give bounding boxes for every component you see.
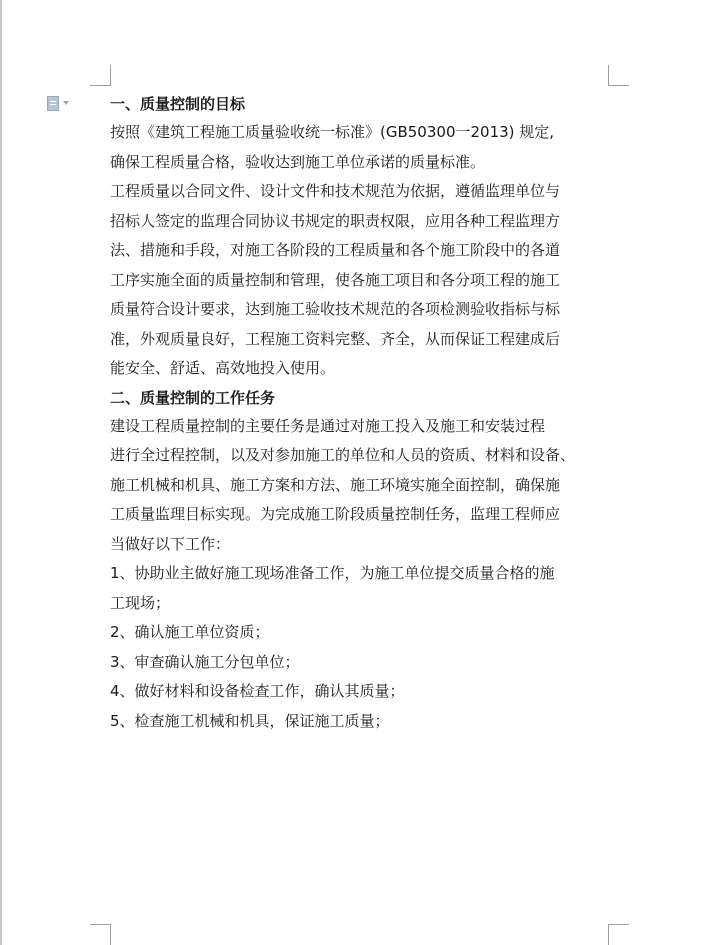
paragraph-line: 质量符合设计要求，达到施工验收技术规范的各项检测验收指标与标 [110, 300, 561, 318]
document-icon [47, 96, 59, 111]
chevron-down-icon [63, 101, 69, 105]
paragraph-menu-button[interactable] [47, 95, 73, 111]
paragraph-line: 工序实施全面的质量控制和管理，使各施工项目和各分项工程的施工 [110, 270, 561, 289]
list-item-1-continued: 工现场； [110, 593, 171, 612]
list-item-2: 2、确认施工单位资质； [110, 623, 270, 641]
crop-mark-top-left [90, 65, 111, 86]
paragraph-line: 工程质量以合同文件、设计文件和技术规范为依据，遵循监理单位与 [110, 182, 561, 200]
paragraph-line: 能安全、舒适、高效地投入使用。 [110, 359, 336, 377]
list-item-3: 3、审查确认施工分包单位； [110, 652, 300, 671]
paragraph-line: 确保工程质量合格，验收达到施工单位承诺的质量标准。 [110, 152, 486, 171]
paragraph-line: 进行全过程控制，以及对参加施工的单位和人员的资质、材料和设备、 [110, 446, 576, 464]
paragraph-line: 工质量监理目标实现。为完成施工阶段质量控制任务，监理工程师应 [110, 505, 561, 523]
page-left-edge [0, 0, 2, 945]
crop-mark-top-right [608, 65, 629, 86]
paragraph-line: 当做好以下工作： [110, 534, 231, 553]
list-item-1: 1、协助业主做好施工现场准备工作，为施工单位提交质量合格的施 [110, 564, 555, 582]
paragraph-line: 按照《建筑工程施工质量验收统一标准》(GB50300一2013) 规定, [110, 123, 555, 141]
paragraph-line: 准，外观质量良好，工程施工资料完整、齐全，从而保证工程建成后 [110, 329, 561, 348]
crop-mark-bottom-right [608, 924, 629, 945]
list-item-4: 4、做好材料和设备检查工作，确认其质量； [110, 682, 405, 700]
paragraph-line: 建设工程质量控制的主要任务是通过对施工投入及施工和安装过程 [110, 416, 546, 435]
paragraph-line: 招标人签定的监理合同协议书规定的职责权限，应用各种工程监理方 [110, 211, 561, 230]
paragraph-line: 施工机械和机具、施工方案和方法、施工环境实施全面控制，确保施 [110, 475, 561, 494]
section-heading-2: 二、质量控制的工作任务 [110, 388, 276, 407]
document-body[interactable] [110, 90, 610, 736]
list-item-5: 5、检查施工机械和机具，保证施工质量； [110, 711, 390, 730]
section-heading-1: 一、质量控制的目标 [110, 95, 246, 113]
crop-mark-bottom-left [90, 924, 111, 945]
paragraph-line: 法、措施和手段，对施工各阶段的工程质量和各个施工阶段中的各道 [110, 241, 561, 259]
